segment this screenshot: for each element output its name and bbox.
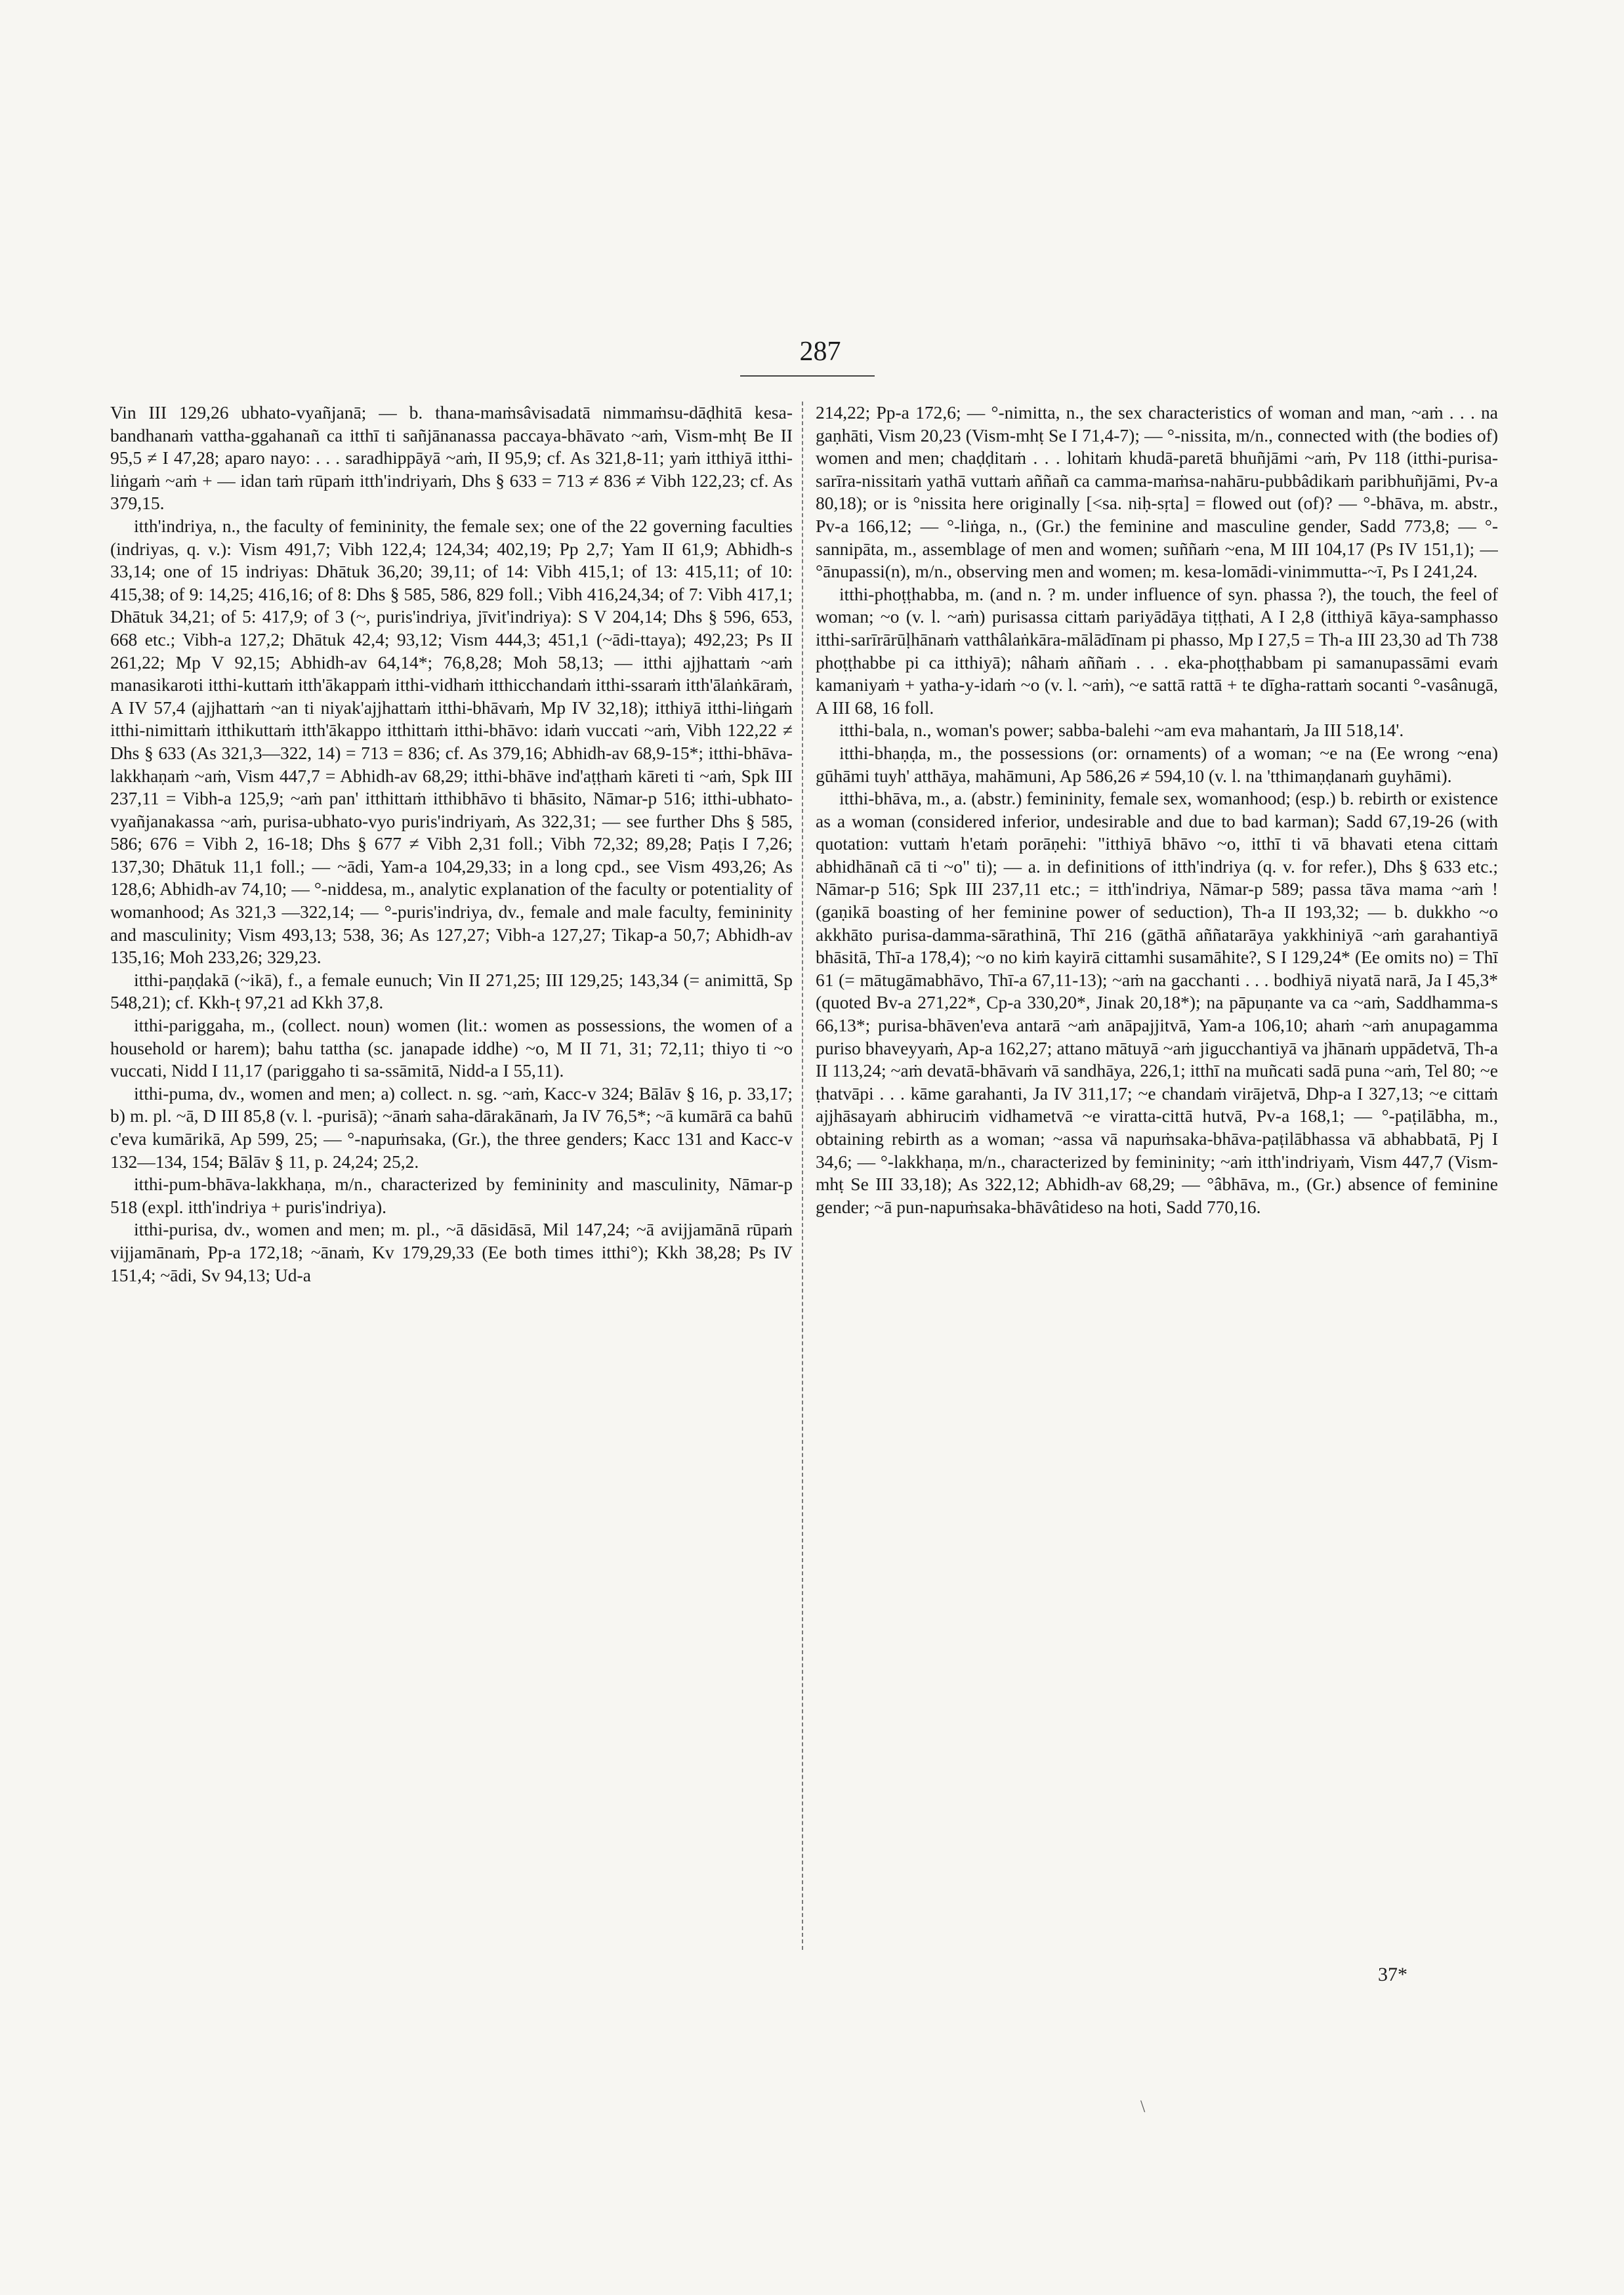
- dictionary-entry: itthi-pum-bhāva-lakkhaṇa, m/n., characterized by femininity and masculinity, Nāmar-p 518 (expl. itth'indriya + puris'indriya).: [110, 1174, 793, 1217]
- left-column: [110, 402, 793, 2042]
- page-number-rule: [740, 375, 875, 377]
- page-number: 287: [799, 337, 841, 367]
- dictionary-entry: itthi-pariggaha, m., (collect. noun) women (lit.: women as possessions, the women of a household or harem); bahu tattha (sc. janapade iddhe) ~o, M II 71, 31; 72,11; thiyo ti ~o vuccati, Nidd I 11,17 (pariggaho ti sa-ssāmitā, Nidd-a I 55,11).: [110, 1015, 793, 1081]
- right-column: [816, 402, 1498, 2042]
- dictionary-entry: itthi-puma, dv., women and men; a) collect. n. sg. ~aṁ, Kacc-v 324; Bālāv § 16, p. 33,17; b) m. pl. ~ā, D III 85,8 (v. l. -purisā); ~ānaṁ saha-dārakānaṁ, Ja IV 76,5*; ~ā kumārā ca bahū c'eva kumārikā, Ap 599, 25; — °-napuṁsaka, (Gr.), the three genders; Kacc 131 and Kacc-v 132—134, 154; Bālāv § 11, p. 24,24; 25,2.: [110, 1083, 793, 1172]
- dictionary-entry: 214,22; Pp-a 172,6; — °-nimitta, n., the sex characteristics of woman and man, ~aṁ . . . na gaṇhāti, Vism 20,23 (Vism-mhṭ Se I 71,4-7); — °-nissita, m/n., connected with (the bodies of) women and men; chaḍḍitaṁ . . . lohitaṁ khudā-paretā bhuñjāmi ~aṁ, Pv 118 (itthi-purisa-sarīra-nissitaṁ yathā vuttaṁ aññañ ca camma-maṁsa-nahāru-pubbâdikaṁ paribhuñjāmi, Pv-a 80,18); or is °nissita here originally [<sa. niḥ-sṛta] = flowed out (of)? — °-bhāva, m. abstr., Pv-a 166,12; — °-liṅga, n., (Gr.) the feminine and masculine gender, Sadd 773,8; — °-sannipāta, m., assemblage of men and women; suññaṁ ~ena, M III 104,17 (Ps IV 151,1); — °ānupassi(n), m/n., observing men and women; m. kesa-lomādi-vinimmutta-~ī, Ps I 241,24.: [816, 402, 1498, 582]
- dictionary-entry: itthi-bhaṇḍa, m., the possessions (or: ornaments) of a woman; ~e na (Ee wrong ~ena) gūhāmi tuyh' atthāya, mahāmuni, Ap 586,26 ≠ 594,10 (v. l. na 'tthimaṇḍanaṁ guyhāmi).: [816, 742, 1498, 786]
- dictionary-entry: itthi-phoṭṭhabba, m. (and n. ? m. under influence of syn. phassa ?), the touch, the feel of woman; ~o (v. l. ~aṁ) purisassa cittaṁ pariyādāya tiṭṭhati, A I 2,8 (itthiyā kāya-samphasso itthi-sarīrārūḷhānaṁ vatthâlaṅkāra-mālādīnam pi phasso, Mp I 27,5 = Th-a III 23,30 ad Th 738 phoṭṭhabbe pi ca itthiyā); nâhaṁ aññaṁ . . . eka-phoṭṭhabbam pi samanupassāmi evaṁ kamaniyaṁ + yatha-y-idaṁ ~o (v. l. ~aṁ), ~e sattā rattā + te dīgha-rattaṁ socanti °-vasânugā, A III 68, 16 foll.: [816, 583, 1498, 718]
- dictionary-entry: itthi-purisa, dv., women and men; m. pl., ~ā dāsidāsā, Mil 147,24; ~ā avijjamānā rūpaṁ vijjamānaṁ, Pp-a 172,18; ~ānaṁ, Kv 179,29,33 (Ee both times itthi°); Kkh 38,28; Ps IV 151,4; ~ādi, Sv 94,13; Ud-a: [110, 1219, 793, 1285]
- signature-mark: 37*: [1378, 1964, 1407, 1985]
- column-divider: [802, 402, 803, 1950]
- dictionary-entry: itthi-paṇḍakā (~ikā), f., a female eunuch; Vin II 271,25; III 129,25; 143,34 (= animittā, Sp 548,21); cf. Kkh-ṭ 97,21 ad Kkh 37,8.: [110, 969, 793, 1013]
- dictionary-entry: Vin III 129,26 ubhato-vyañjanā; — b. thana-maṁsâvisadatā nimmaṁsu-dāḍhitā kesa-bandhanaṁ vattha-ggahanañ ca itthī ti sañjānanassa paccaya-bhāvato ~aṁ, Vism-mhṭ Be II 95,5 ≠ I 47,28; aparo nayo: . . . saradhippāyā ~aṁ, II 95,9; cf. As 321,8-11; yaṁ itthiyā itthi-liṅgaṁ ~aṁ + — idan taṁ rūpaṁ itth'indriyaṁ, Dhs § 633 = 713 ≠ 836 ≠ Vibh 122,23; cf. As 379,15.: [110, 402, 793, 514]
- dictionary-entry: itthi-bhāva, m., a. (abstr.) femininity, female sex, womanhood; (esp.) b. rebirth or existence as a woman (considered inferior, undesirable and due to bad karman); Sadd 67,19-26 (with quotation: vuttaṁ h'etaṁ porāṇehi: "itthiyā bhāvo ~o, itthī ti vā bhavati etena cittaṁ abhidhānañ cā ti ~o" ti); — a. in definitions of itth'indriya (q. v. for refer.), Dhs § 633 etc.; Nāmar-p 516; Spk III 237,11 etc.; = itth'indriya, Nāmar-p 589; passa tāva mama ~aṁ ! (gaṇikā boasting of her feminine power of seduction), Th-a II 193,32; — b. dukkho ~o akkhāto purisa-damma-sārathinā, Thī 216 (gāthā aññatarāya yakkhiniyā ~aṁ garahantiyā bhāsitā, Thī-a 178,4); ~o no kiṁ kayirā cittamhi susamāhite?, S I 129,24* (Ee omits no) = Thī 61 (= mātugāmabhāvo, Thī-a 67,11-13); ~aṁ na gacchanti . . . bodhiyā niyatā narā, Ja I 45,3* (quoted Bv-a 271,22*, Cp-a 330,20*, Jinak 20,18*); na pāpuṇante va ca ~aṁ, Saddhamma-s 66,13*; purisa-bhāven'eva antarā ~aṁ anāpajjitvā, Yam-a 106,10; ahaṁ ~aṁ anupagamma puriso bhaveyyaṁ, Ap-a 162,27; attano mātuyā ~aṁ jigucchantiyā va jhānaṁ uppādetvā, Th-a II 113,24; ~aṁ devatā-bhāvaṁ vā sandhāya, 226,1; itthī na muñcati sadā puna ~aṁ, Tel 80; ~e ṭhatvāpi . . . kāme garahanti, Ja IV 311,17; ~e chandaṁ virājetvā, Dhp-a I 327,13; ~e cittaṁ ajjhāsayaṁ abhiruciṁ vidhametvā ~e viratta-cittā hutvā, Pv-a 168,1; — °-paṭilābha, m., obtaining rebirth as a woman; ~assa vā napuṁsaka-bhāva-paṭilābhassa vā abhabbatā, Pj I 34,6; — °-lakkhaṇa, m/n., characterized by femininity; ~aṁ itth'indriyaṁ, Vism 447,7 (Vism-mhṭ Se III 33,18); As 322,12; Abhidh-av 68,29; — °âbhāva, m., (Gr.) absence of feminine gender; ~ā pun-napuṁsaka-bhāvâtideso na hoti, Sadd 770,16.: [816, 788, 1498, 1217]
- dictionary-entry: itthi-bala, n., woman's power; sabba-balehi ~am eva mahantaṁ, Ja III 518,14'.: [839, 720, 1404, 741]
- dictionary-entry: itth'indriya, n., the faculty of femininity, the female sex; one of the 22 governing faculties (indriyas, q. v.): Vism 491,7; Vibh 122,4; 124,34; 402,19; Pp 2,7; Yam II 61,9; Abhidh-s 33,14; one of 15 indriyas: Dhātuk 36,20; 39,11; of 14: Vibh 415,1; of 13: 415,11; of 10: 415,38; of 9: 14,25; 416,16; of 8: Dhs § 585, 586, 829 foll.; Vibh 416,24,34; of 7: Vibh 417,1; Dhātuk 34,21; of 5: 417,9; of 3 (~, puris'indriya, jīvit'indriya): S V 204,14; Dhs § 596, 653, 668 etc.; Vibh-a 127,2; Dhātuk 42,4; 93,12; Vism 444,3; 451,1 (~ādi-ttaya); 492,23; Ps II 261,22; Mp V 92,15; Abhidh-av 64,14*; 76,8,28; Moh 58,13; — itthi ajjhattaṁ ~aṁ manasikaroti itthi-kuttaṁ itth'ākappaṁ itthi-vidhaṁ itthicchandaṁ itthi-ssaraṁ itth'ālaṅkāraṁ, A IV 57,4 (ajjhattaṁ ~an ti niyak'ajjhattaṁ itthi-bhāvaṁ, Mp IV 32,18); itthiyā itthi-liṅgaṁ itthi-nimittaṁ itthikuttaṁ itth'ākappo itthittaṁ itthi-bhāvo: idaṁ vuccati ~aṁ, Vibh 122,22 ≠ Dhs § 633 (As 321,3—322, 14) = 713 = 836; cf. As 379,16; Abhidh-av 68,9-15*; itthi-bhāva-lakkhaṇaṁ ~aṁ, Vism 447,7 = Abhidh-av 68,29; itthi-bhāve ind'aṭṭhaṁ kāreti ti ~aṁ, Spk III 237,11 = Vibh-a 125,9; ~aṁ pan' itthittaṁ itthibhāvo ti bhāsito, Nāmar-p 516; itthi-ubhato-vyañjanakassa ~aṁ, purisa-ubhato-vyo puris'indriyaṁ, As 322,31; — see further Dhs § 585, 586; 676 = Vibh 2, 16-18; Dhs § 677 ≠ Vibh 2,31 foll.; Vibh 72,32; 89,28; Paṭis I 7,26; 137,30; Dhātuk 11,1 foll.; — ~ādi, Yam-a 104,29,33; in a long cpd., see Vism 493,26; As 128,6; Abhidh-av 74,10; — °-niddesa, m., analytic explanation of the faculty or potentiality of womanhood; As 321,3 —322,14; — °-puris'indriya, dv., female and male faculty, femininity and masculinity; Vism 493,13; 538, 36; As 127,27; Vibh-a 127,27; Tikap-a 50,7; Abhidh-av 135,16; Moh 233,26; 329,23.: [110, 515, 793, 968]
- stray-mark: \: [1140, 2097, 1146, 2116]
